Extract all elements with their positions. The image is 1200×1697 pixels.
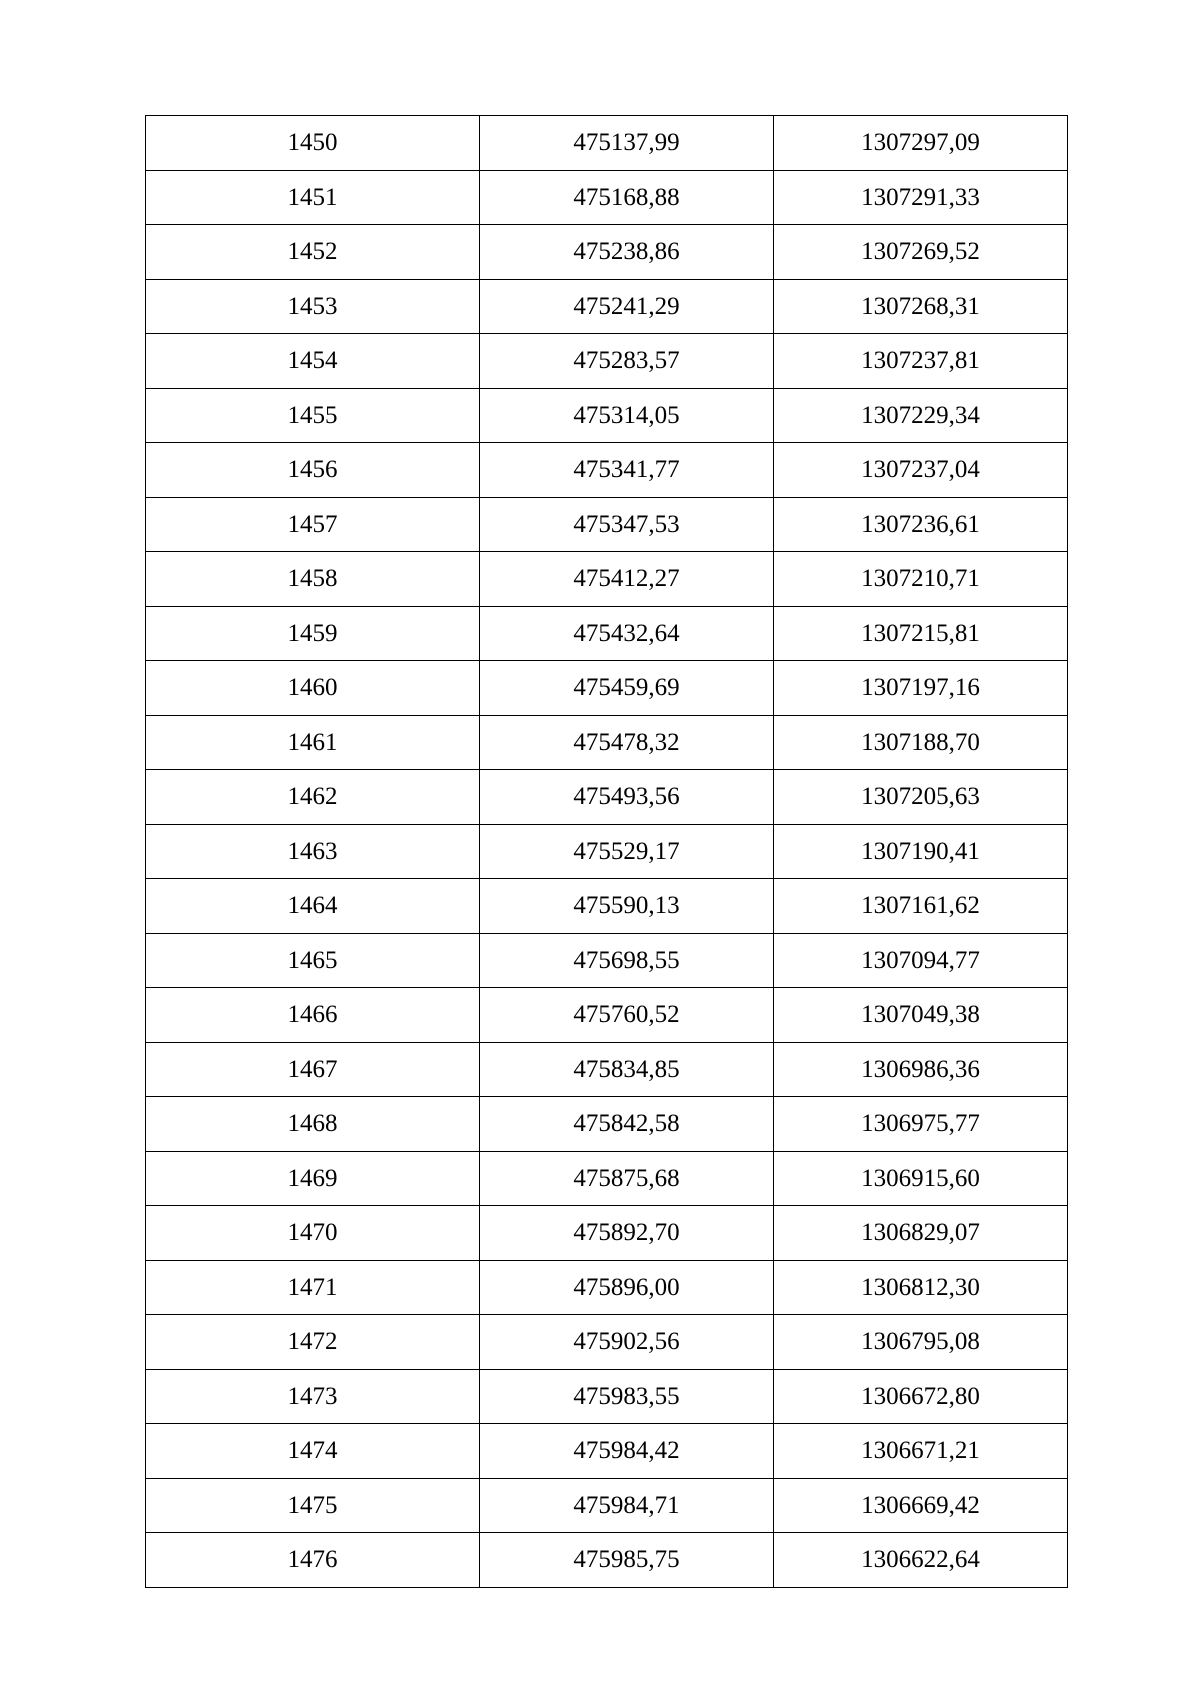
y-coordinate-cell: 1307049,38 bbox=[774, 988, 1068, 1043]
point-number-cell: 1458 bbox=[146, 552, 480, 607]
table-row bbox=[146, 497, 1068, 552]
table-row bbox=[146, 388, 1068, 443]
table-row bbox=[146, 116, 1068, 171]
point-number-cell: 1453 bbox=[146, 279, 480, 334]
point-number-cell: 1462 bbox=[146, 770, 480, 825]
table-row bbox=[146, 1424, 1068, 1479]
table-row bbox=[146, 279, 1068, 334]
y-coordinate-cell: 1306812,30 bbox=[774, 1260, 1068, 1315]
table-row bbox=[146, 933, 1068, 988]
y-coordinate-cell: 1307094,77 bbox=[774, 933, 1068, 988]
x-coordinate-cell: 475984,71 bbox=[480, 1478, 774, 1533]
table-row bbox=[146, 606, 1068, 661]
y-coordinate-cell: 1307237,04 bbox=[774, 443, 1068, 498]
point-number-cell: 1474 bbox=[146, 1424, 480, 1479]
x-coordinate-cell: 475984,42 bbox=[480, 1424, 774, 1479]
table-row bbox=[146, 988, 1068, 1043]
table-row bbox=[146, 552, 1068, 607]
table-row bbox=[146, 715, 1068, 770]
x-coordinate-cell: 475760,52 bbox=[480, 988, 774, 1043]
table-row bbox=[146, 1206, 1068, 1261]
x-coordinate-cell: 475590,13 bbox=[480, 879, 774, 934]
table-row bbox=[146, 170, 1068, 225]
x-coordinate-cell: 475412,27 bbox=[480, 552, 774, 607]
point-number-cell: 1455 bbox=[146, 388, 480, 443]
coordinates-table bbox=[145, 115, 1068, 1588]
point-number-cell: 1469 bbox=[146, 1151, 480, 1206]
y-coordinate-cell: 1307188,70 bbox=[774, 715, 1068, 770]
x-coordinate-cell: 475875,68 bbox=[480, 1151, 774, 1206]
y-coordinate-cell: 1306672,80 bbox=[774, 1369, 1068, 1424]
y-coordinate-cell: 1307291,33 bbox=[774, 170, 1068, 225]
y-coordinate-cell: 1307161,62 bbox=[774, 879, 1068, 934]
y-coordinate-cell: 1306795,08 bbox=[774, 1315, 1068, 1370]
y-coordinate-cell: 1306669,42 bbox=[774, 1478, 1068, 1533]
point-number-cell: 1460 bbox=[146, 661, 480, 716]
point-number-cell: 1467 bbox=[146, 1042, 480, 1097]
x-coordinate-cell: 475283,57 bbox=[480, 334, 774, 389]
table-row bbox=[146, 1315, 1068, 1370]
point-number-cell: 1475 bbox=[146, 1478, 480, 1533]
x-coordinate-cell: 475842,58 bbox=[480, 1097, 774, 1152]
y-coordinate-cell: 1307190,41 bbox=[774, 824, 1068, 879]
x-coordinate-cell: 475983,55 bbox=[480, 1369, 774, 1424]
x-coordinate-cell: 475432,64 bbox=[480, 606, 774, 661]
y-coordinate-cell: 1306671,21 bbox=[774, 1424, 1068, 1479]
y-coordinate-cell: 1306975,77 bbox=[774, 1097, 1068, 1152]
point-number-cell: 1451 bbox=[146, 170, 480, 225]
point-number-cell: 1466 bbox=[146, 988, 480, 1043]
x-coordinate-cell: 475698,55 bbox=[480, 933, 774, 988]
x-coordinate-cell: 475314,05 bbox=[480, 388, 774, 443]
table-row bbox=[146, 443, 1068, 498]
table-row bbox=[146, 661, 1068, 716]
point-number-cell: 1470 bbox=[146, 1206, 480, 1261]
table-row bbox=[146, 824, 1068, 879]
x-coordinate-cell: 475241,29 bbox=[480, 279, 774, 334]
x-coordinate-cell: 475478,32 bbox=[480, 715, 774, 770]
x-coordinate-cell: 475341,77 bbox=[480, 443, 774, 498]
x-coordinate-cell: 475834,85 bbox=[480, 1042, 774, 1097]
y-coordinate-cell: 1307237,81 bbox=[774, 334, 1068, 389]
point-number-cell: 1471 bbox=[146, 1260, 480, 1315]
y-coordinate-cell: 1306986,36 bbox=[774, 1042, 1068, 1097]
y-coordinate-cell: 1307236,61 bbox=[774, 497, 1068, 552]
coordinates-table-body bbox=[146, 116, 1068, 1588]
table-row bbox=[146, 879, 1068, 934]
y-coordinate-cell: 1306829,07 bbox=[774, 1206, 1068, 1261]
table-row bbox=[146, 1042, 1068, 1097]
y-coordinate-cell: 1306622,64 bbox=[774, 1533, 1068, 1588]
point-number-cell: 1452 bbox=[146, 225, 480, 280]
point-number-cell: 1459 bbox=[146, 606, 480, 661]
x-coordinate-cell: 475529,17 bbox=[480, 824, 774, 879]
x-coordinate-cell: 475896,00 bbox=[480, 1260, 774, 1315]
x-coordinate-cell: 475985,75 bbox=[480, 1533, 774, 1588]
point-number-cell: 1454 bbox=[146, 334, 480, 389]
y-coordinate-cell: 1307215,81 bbox=[774, 606, 1068, 661]
y-coordinate-cell: 1307268,31 bbox=[774, 279, 1068, 334]
point-number-cell: 1461 bbox=[146, 715, 480, 770]
x-coordinate-cell: 475459,69 bbox=[480, 661, 774, 716]
table-row bbox=[146, 1151, 1068, 1206]
x-coordinate-cell: 475137,99 bbox=[480, 116, 774, 171]
y-coordinate-cell: 1307197,16 bbox=[774, 661, 1068, 716]
point-number-cell: 1465 bbox=[146, 933, 480, 988]
x-coordinate-cell: 475892,70 bbox=[480, 1206, 774, 1261]
point-number-cell: 1472 bbox=[146, 1315, 480, 1370]
table-row bbox=[146, 1478, 1068, 1533]
table-row bbox=[146, 1369, 1068, 1424]
point-number-cell: 1450 bbox=[146, 116, 480, 171]
point-number-cell: 1463 bbox=[146, 824, 480, 879]
table-row bbox=[146, 770, 1068, 825]
x-coordinate-cell: 475493,56 bbox=[480, 770, 774, 825]
point-number-cell: 1476 bbox=[146, 1533, 480, 1588]
y-coordinate-cell: 1307269,52 bbox=[774, 225, 1068, 280]
x-coordinate-cell: 475238,86 bbox=[480, 225, 774, 280]
x-coordinate-cell: 475347,53 bbox=[480, 497, 774, 552]
table-row bbox=[146, 1260, 1068, 1315]
y-coordinate-cell: 1307297,09 bbox=[774, 116, 1068, 171]
x-coordinate-cell: 475902,56 bbox=[480, 1315, 774, 1370]
y-coordinate-cell: 1307210,71 bbox=[774, 552, 1068, 607]
y-coordinate-cell: 1307205,63 bbox=[774, 770, 1068, 825]
x-coordinate-cell: 475168,88 bbox=[480, 170, 774, 225]
point-number-cell: 1468 bbox=[146, 1097, 480, 1152]
table-row bbox=[146, 334, 1068, 389]
y-coordinate-cell: 1307229,34 bbox=[774, 388, 1068, 443]
table-row bbox=[146, 1533, 1068, 1588]
point-number-cell: 1457 bbox=[146, 497, 480, 552]
point-number-cell: 1464 bbox=[146, 879, 480, 934]
y-coordinate-cell: 1306915,60 bbox=[774, 1151, 1068, 1206]
point-number-cell: 1473 bbox=[146, 1369, 480, 1424]
table-row bbox=[146, 225, 1068, 280]
point-number-cell: 1456 bbox=[146, 443, 480, 498]
table-row bbox=[146, 1097, 1068, 1152]
